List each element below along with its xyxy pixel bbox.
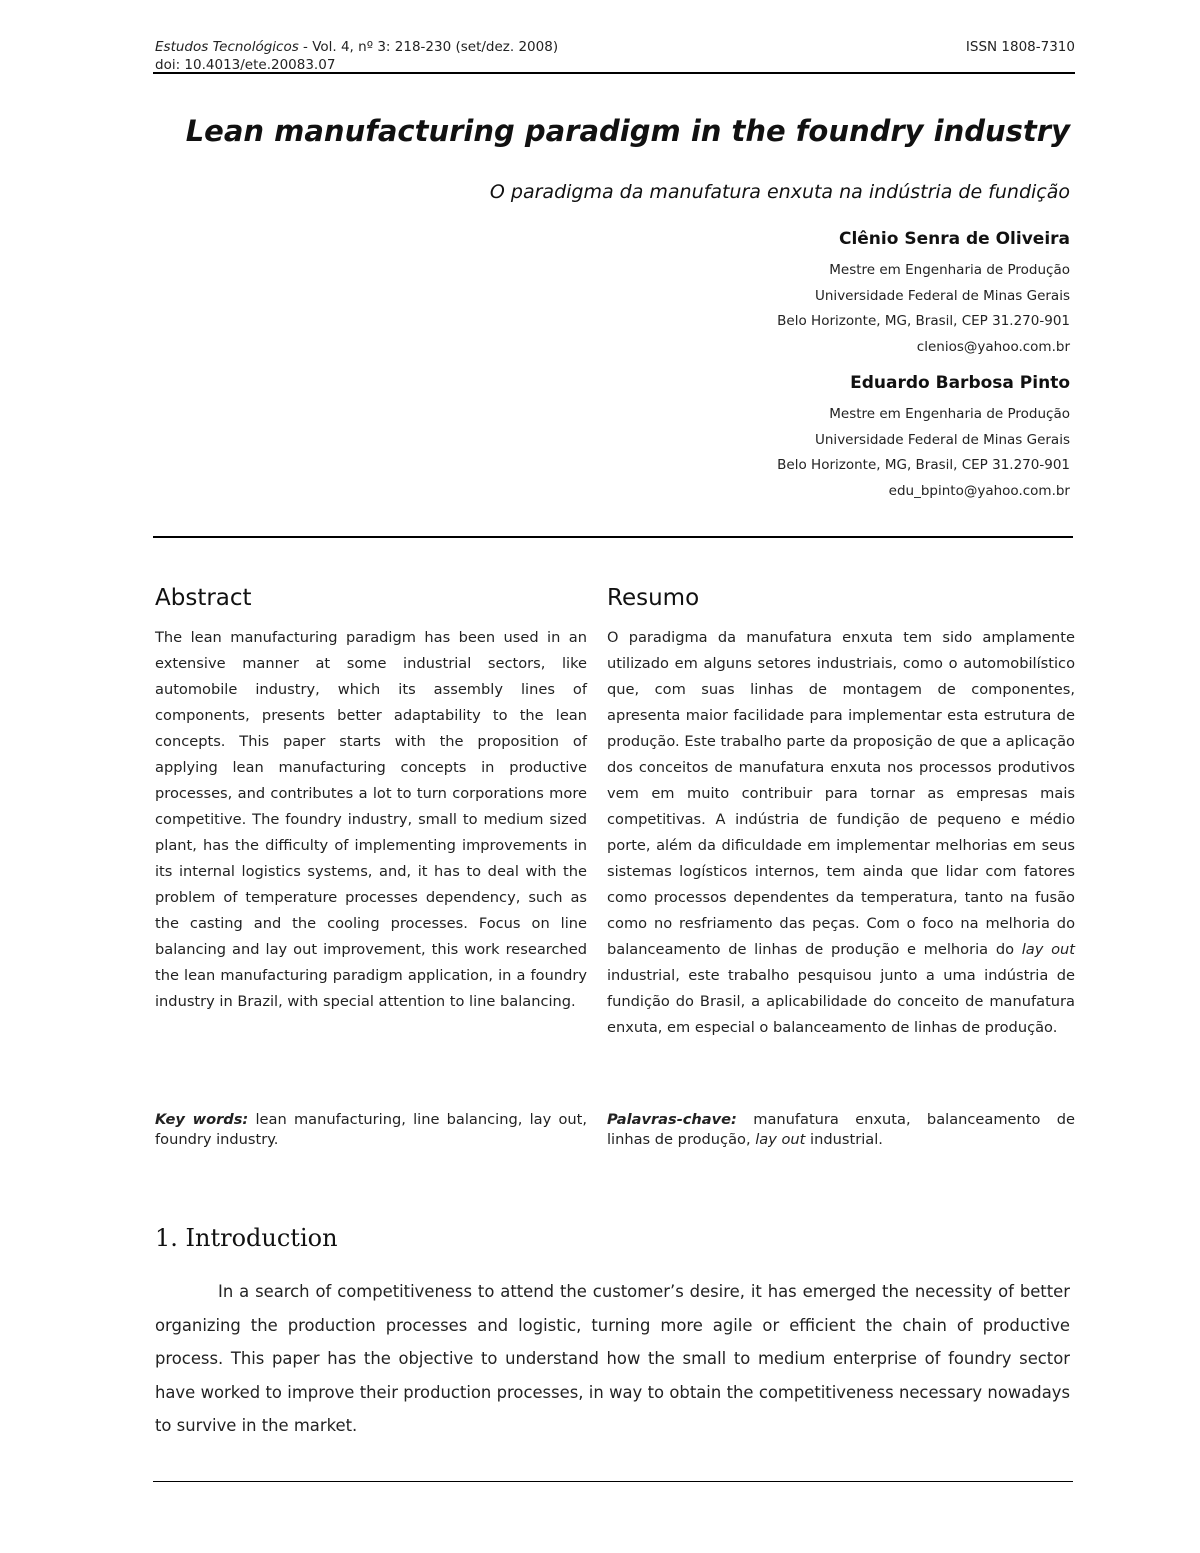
resumo-italic-term: lay out [1021, 941, 1075, 958]
header-rule [153, 72, 1075, 74]
abstract-keywords [155, 1110, 587, 1150]
author-institution: Universidade Federal de Minas Gerais [815, 431, 1070, 448]
doi: doi: 10.4013/ete.20083.07 [155, 57, 336, 73]
resumo-text [607, 625, 1075, 1041]
keywords-label: Palavras-chave: [607, 1111, 737, 1128]
author-degree: Mestre em Engenharia de Produção [829, 262, 1070, 278]
author-address: Belo Horizonte, MG, Brasil, CEP 31.270-901 [777, 457, 1070, 473]
resumo-keywords [607, 1110, 1075, 1150]
author-block-2 [777, 372, 1070, 504]
author-address: Belo Horizonte, MG, Brasil, CEP 31.270-901 [777, 313, 1070, 329]
journal-name: Estudos Tecnológicos [155, 39, 299, 55]
author-block-1 [777, 228, 1070, 360]
paper-title: Lean manufacturing paradigm in the foundry industry [185, 114, 1070, 148]
keywords-italic-term: lay out [755, 1131, 806, 1148]
resumo-text-part: industrial, este trabalho pesquisou junto a uma indústria de fundição do Brasil, a aplicabilidade do conceito de manufatura enxuta, em especial o balanceamento de linhas de produção. [607, 967, 1075, 1036]
footer-rule [153, 1481, 1073, 1482]
keywords-text: industrial. [805, 1131, 883, 1148]
author-email: clenios@yahoo.com.br [916, 338, 1070, 355]
abstract-section [155, 584, 587, 1015]
abstract-heading: Abstract [155, 585, 252, 611]
keywords-label: Key words: [155, 1111, 249, 1128]
resumo-text-part: O paradigma da manufatura enxuta tem sido amplamente utilizado em alguns setores industriais, como o automobilístico que, com suas linhas de montagem de componentes, apresenta maior facilidade para implementar esta estrutura de produção. Este trabalho parte da proposição de que a aplicação dos conceitos de manufatura enxuta nos processos produtivos vem em muito contribuir para tornar as empresas mais competitivas. A indústria de fundição de pequeno e médio porte, além da dificuldade em implementar melhorias em seus sistemas logísticos internos, tem ainda que lidar com fatores como processos dependentes da temperatura, tanto na fusão como no resfriamento das peças. Com o foco na melhoria do balanceamento de linhas de produção e melhoria do [607, 629, 1075, 958]
resumo-heading: Resumo [607, 585, 700, 611]
author-name: Eduardo Barbosa Pinto [850, 373, 1070, 393]
issn: ISSN 1808-7310 [965, 39, 1075, 55]
citation-info [155, 38, 558, 74]
author-degree: Mestre em Engenharia de Produção [829, 406, 1070, 422]
introduction-text: In a search of competitiveness to attend the customer’s desire, it has emerged the necessity of better organizing the production processes and logistic, turning more agile or efficient the chain of productive process. This paper has the objective to understand how the small to medium enterprise of foundry sector have worked to improve their production processes, in way to obtain the competitiveness necessary nowadays to survive in the market. [155, 1282, 1070, 1435]
author-name: Clênio Senra de Oliveira [838, 229, 1070, 249]
paper-subtitle: O paradigma da manufatura enxuta na indústria de fundição [489, 181, 1070, 203]
introduction-heading: 1. Introduction [155, 1224, 338, 1252]
paper-page [155, 0, 1075, 1553]
resumo-section [607, 584, 1075, 1041]
keywords-text: manufatura enxuta, balanceamento de linhas de produção, [607, 1111, 1075, 1148]
author-email: edu_bpinto@yahoo.com.br [888, 482, 1070, 499]
issue-info: - Vol. 4, nº 3: 218-230 (set/dez. 2008) [298, 39, 559, 55]
keywords-text: lean manufacturing, line balancing, lay out, foundry industry. [155, 1111, 587, 1148]
section-rule [153, 536, 1073, 538]
abstract-text: The lean manufacturing paradigm has been used in an extensive manner at some industrial sectors, like automobile industry, which its assembly lines of components, presents better adaptability to the lean concepts. This paper starts with the proposition of applying lean manufacturing concepts in productive processes, and contributes a lot to turn corporations more competitive. The foundry industry, small to medium sized plant, has the difficulty of implementing improvements in its internal logistics systems, and, it has to deal with the problem of temperature processes dependency, such as the casting and the cooling processes. Focus on line balancing and lay out improvement, this work researched the lean manufacturing paradigm application, in a foundry industry in Brazil, with special attention to line balancing. [155, 629, 587, 1010]
author-institution: Universidade Federal de Minas Gerais [815, 287, 1070, 304]
